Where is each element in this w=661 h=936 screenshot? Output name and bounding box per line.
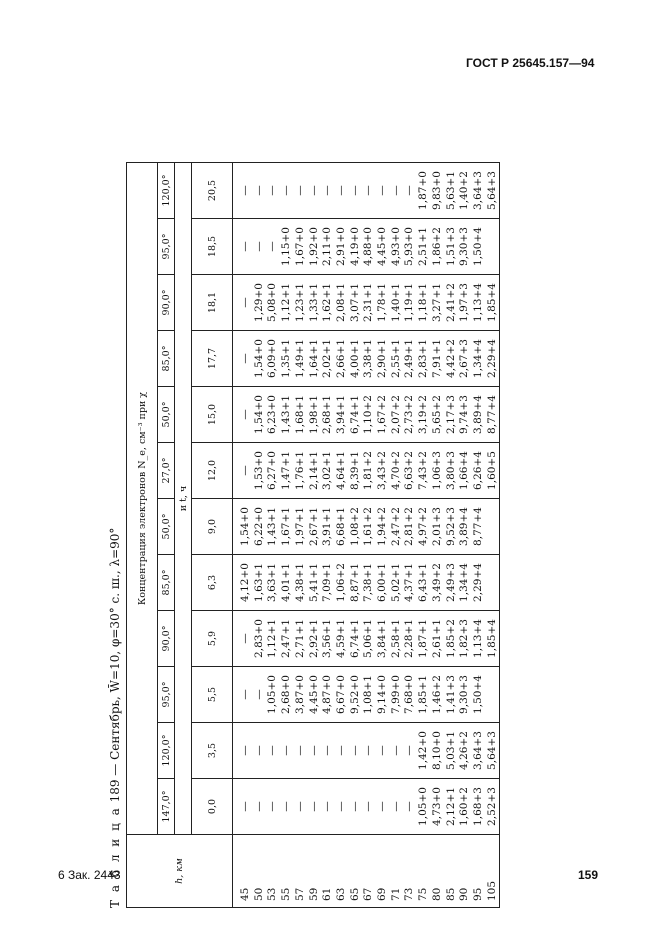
chi-header: 27,0° [157, 443, 174, 499]
t-header: 20,5 [191, 163, 232, 219]
print-order-note: 6 Зак. 2443 [58, 868, 121, 882]
concentration-values: — — — — — — — — — — — — — 1,87+0 9,83+0 5,63+1 1,40+2 3,64+3 5,64+3 [238, 171, 498, 210]
concentration-column [232, 723, 499, 779]
concentration-values: — — — — — — — — — — — — — 1,05+0 4,73+0 2,12+1 1,60+2 1,68+3 2,52+3 [238, 787, 498, 826]
height-values: 45 50 53 55 57 59 61 63 65 67 69 71 73 75 80 85 90 95 105 [238, 880, 498, 901]
height-values-cell [232, 835, 499, 908]
concentration-values: — 1,29+0 5,08+0 1,12+1 1,23+1 1,33+1 1,62+1 2,08+1 3,07+1 2,31+1 1,78+1 1,40+1 1,19+1 1,18+1 3,27+1 2,41+2 1,97+3 1,13+4 1,85+4 [238, 283, 498, 322]
chi-header: 85,0° [157, 331, 174, 387]
chi-header: 120,0° [157, 723, 174, 779]
t-header: 15,0 [191, 387, 232, 443]
t-header: 17,7 [191, 331, 232, 387]
chi-header: 120,0° [157, 163, 174, 219]
concentration-values: — — 1,05+0 2,68+0 3,87+0 4,45+0 4,87+0 6,67+0 9,52+0 1,08+1 9,14+0 7,99+0 7,68+0 1,85+1 1,46+2 1,41+3 9,30+3 1,50+4 [238, 675, 484, 714]
h-column-header: h, км [126, 835, 232, 908]
rotated-table-block [108, 28, 554, 908]
concentration-column [232, 555, 499, 611]
concentration-column [232, 611, 499, 667]
concentration-values: — — — — — — — — — — — — — 1,42+0 8,10+0 5,03+1 4,26+2 3,64+3 5,64+3 [238, 731, 498, 770]
concentration-column [232, 387, 499, 443]
concentration-column [232, 219, 499, 275]
group-header: Концентрация электронов N_e, см⁻³ при χ [126, 163, 157, 835]
t-header: 5,9 [191, 611, 232, 667]
concentration-column [232, 779, 499, 835]
page-number: 159 [578, 868, 599, 882]
chi-header: 50,0° [157, 387, 174, 443]
t-header: 9,0 [191, 499, 232, 555]
concentration-values: — 1,54+0 6,09+0 1,35+1 1,49+1 1,64+1 2,02+1 2,66+1 4,00+1 3,38+1 2,90+1 2,55+1 2,49+1 2,83+1 7,91+1 4,42+2 2,67+3 1,34+4 2,29+4 [238, 339, 498, 378]
t-header: 12,0 [191, 443, 232, 499]
concentration-column [232, 331, 499, 387]
concentration-values: 4,12+0 1,63+1 3,63+1 4,01+1 4,38+1 5,41+1 7,09+1 1,06+2 8,87+1 7,38+1 6,00+1 5,02+1 4,37+1 6,43+1 3,49+2 2,49+3 1,34+4 2,29+4 [238, 563, 484, 602]
concentration-values: — 1,53+0 6,27+0 1,47+1 1,76+1 2,14+1 3,02+1 4,64+1 8,39+1 1,81+2 3,43+2 4,70+2 6,63+2 7,43+2 1,06+3 3,80+3 1,66+4 6,26+4 1,60+5 [238, 451, 498, 490]
concentration-column [232, 443, 499, 499]
concentration-values: 1,54+0 6,22+0 1,43+1 1,67+1 1,97+1 2,67+1 3,91+1 6,68+1 1,08+2 1,61+2 1,94+2 2,47+2 2,81+2 4,97+2 2,01+3 9,52+3 3,89+4 8,77+4 [238, 507, 484, 546]
electron-concentration-table [126, 162, 500, 908]
chi-header: 147,0° [157, 779, 174, 835]
concentration-values: — — — 1,15+0 1,67+0 1,92+0 2,11+0 2,91+0 4,19+0 4,88+0 4,45+0 4,93+0 5,93+0 2,51+1 1,86+2 1,51+3 9,30+3 1,50+4 [238, 227, 484, 266]
table-caption [108, 528, 122, 908]
t-header: 3,5 [191, 723, 232, 779]
t-header: 18,1 [191, 275, 232, 331]
t-label-header: и t, ч [174, 163, 191, 835]
concentration-values: — 1,54+0 6,23+0 1,43+1 1,68+1 1,98+1 2,68+1 3,94+1 6,74+1 1,10+2 1,67+2 2,07+2 2,73+2 3,19+2 5,65+2 2,17+3 9,74+3 3,89+4 8,77+4 [238, 395, 498, 434]
concentration-values: — 2,83+0 1,12+1 2,47+1 2,71+1 2,92+1 3,56+1 4,59+1 6,74+1 5,06+1 3,84+1 2,58+1 2,28+1 1,87+1 2,61+1 1,85+2 1,82+3 1,13+4 1,85+4 [238, 619, 498, 658]
concentration-column [232, 499, 499, 555]
caption-prefix: Т а б л и ц а [107, 806, 122, 908]
chi-header: 90,0° [157, 611, 174, 667]
chi-header: 85,0° [157, 555, 174, 611]
chi-header: 95,0° [157, 219, 174, 275]
chi-header: 95,0° [157, 667, 174, 723]
running-header: ГОСТ Р 25645.157—94 [466, 56, 595, 70]
caption-text: 189 — Сентябрь, W̄=10, φ=30° с. ш., λ=90° [107, 527, 122, 803]
chi-header: 50,0° [157, 499, 174, 555]
chi-header: 90,0° [157, 275, 174, 331]
t-header: 6,3 [191, 555, 232, 611]
t-header: 5,5 [191, 667, 232, 723]
t-header: 0,0 [191, 779, 232, 835]
concentration-column [232, 275, 499, 331]
t-header: 18,5 [191, 219, 232, 275]
concentration-column [232, 667, 499, 723]
concentration-column [232, 163, 499, 219]
